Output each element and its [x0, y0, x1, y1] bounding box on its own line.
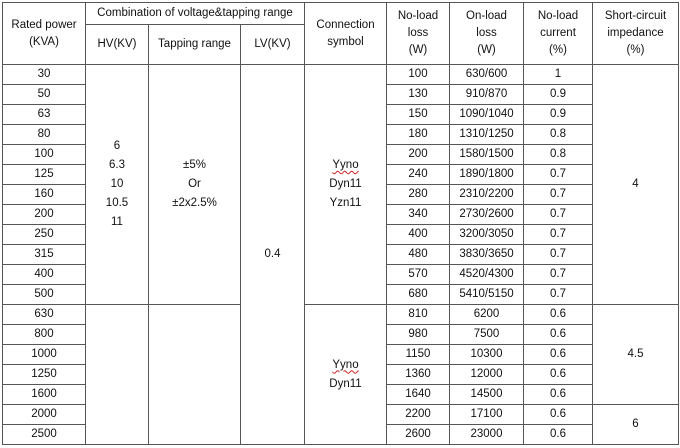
cell-noload-loss: 1640: [387, 385, 450, 405]
cell-noload-current: 0.6: [524, 365, 593, 385]
cell-rated-power: 1600: [3, 385, 86, 405]
transformer-spec-table: [2, 2, 679, 445]
cell-noload-loss: 180: [387, 125, 450, 145]
cell-hv-empty: [86, 305, 149, 445]
cell-onload-loss: 17100: [450, 405, 524, 425]
cell-rated-power: 2500: [3, 425, 86, 445]
header-hv: HV(KV): [86, 25, 149, 65]
cell-noload-loss: 1150: [387, 345, 450, 365]
table-row: [3, 305, 679, 325]
cell-rated-power: 50: [3, 85, 86, 105]
cell-noload-loss: 480: [387, 245, 450, 265]
cell-onload-loss: 7500: [450, 325, 524, 345]
cell-noload-current: 0.6: [524, 385, 593, 405]
cell-rated-power: 30: [3, 65, 86, 85]
cell-rated-power: 200: [3, 205, 86, 225]
cell-onload-loss: 5410/5150: [450, 285, 524, 305]
cell-noload-current: 0.7: [524, 165, 593, 185]
cell-onload-loss: 2310/2200: [450, 185, 524, 205]
cell-onload-loss: 3200/3050: [450, 225, 524, 245]
cell-tapping-range-values: ±5% Or ±2x2.5%: [149, 65, 241, 305]
cell-noload-loss: 400: [387, 225, 450, 245]
cell-noload-current: 0.6: [524, 325, 593, 345]
cell-noload-current: 0.9: [524, 105, 593, 125]
cell-onload-loss: 4520/4300: [450, 265, 524, 285]
header-tapping-range: Tapping range: [149, 25, 241, 65]
cell-noload-current: 0.7: [524, 225, 593, 245]
header-onload-loss: On-load loss (W): [450, 3, 524, 65]
cell-noload-current: 0.7: [524, 185, 593, 205]
cell-rated-power: 315: [3, 245, 86, 265]
cell-noload-current: 0.6: [524, 425, 593, 445]
cell-noload-current: 0.6: [524, 345, 593, 365]
cell-noload-loss: 980: [387, 325, 450, 345]
cell-rated-power: 1250: [3, 365, 86, 385]
cell-noload-current: 0.6: [524, 405, 593, 425]
cell-onload-loss: 630/600: [450, 65, 524, 85]
cell-noload-current: 0.7: [524, 205, 593, 225]
cell-rated-power: 400: [3, 265, 86, 285]
cell-noload-loss: 680: [387, 285, 450, 305]
cell-noload-loss: 200: [387, 145, 450, 165]
cell-noload-current: 0.7: [524, 285, 593, 305]
cell-noload-loss: 340: [387, 205, 450, 225]
cell-onload-loss: 1890/1800: [450, 165, 524, 185]
cell-noload-current: 0.7: [524, 265, 593, 285]
cell-noload-loss: 810: [387, 305, 450, 325]
cell-lv-value: 0.4: [241, 65, 305, 445]
cell-onload-loss: 1580/1500: [450, 145, 524, 165]
cell-noload-current: 0.9: [524, 85, 593, 105]
cell-onload-loss: 2730/2600: [450, 205, 524, 225]
cell-noload-current: 0.6: [524, 305, 593, 325]
cell-noload-loss: 130: [387, 85, 450, 105]
cell-rated-power: 500: [3, 285, 86, 305]
header-lv: LV(KV): [241, 25, 305, 65]
cell-rated-power: 160: [3, 185, 86, 205]
cell-tapping-range-empty: [149, 305, 241, 445]
header-short-circuit-impedance: Short-circuit impedance (%): [593, 3, 679, 65]
cell-rated-power: 80: [3, 125, 86, 145]
table-row: [3, 65, 679, 85]
cell-rated-power: 125: [3, 165, 86, 185]
cell-rated-power: 63: [3, 105, 86, 125]
cell-onload-loss: 1090/1040: [450, 105, 524, 125]
cell-connection-symbol-group-b: Yyno Dyn11: [305, 305, 387, 445]
cell-noload-loss: 100: [387, 65, 450, 85]
cell-onload-loss: 14500: [450, 385, 524, 405]
cell-onload-loss: 10300: [450, 345, 524, 365]
cell-onload-loss: 23000: [450, 425, 524, 445]
cell-noload-loss: 280: [387, 185, 450, 205]
cell-noload-loss: 2600: [387, 425, 450, 445]
cell-noload-loss: 570: [387, 265, 450, 285]
cell-rated-power: 1000: [3, 345, 86, 365]
cell-rated-power: 800: [3, 325, 86, 345]
cell-onload-loss: 1310/1250: [450, 125, 524, 145]
cell-noload-loss: 2200: [387, 405, 450, 425]
cell-rated-power: 100: [3, 145, 86, 165]
cell-rated-power: 630: [3, 305, 86, 325]
cell-connection-symbol-group-a: Yyno Dyn11 Yzn11: [305, 65, 387, 305]
cell-hv-values: 6 6.3 10 10.5 11: [86, 65, 149, 305]
cell-noload-current: 0.8: [524, 125, 593, 145]
header-combination: Combination of voltage&tapping range: [86, 3, 305, 25]
cell-noload-current: 0.8: [524, 145, 593, 165]
header-noload-loss: No-load loss (W): [387, 3, 450, 65]
cell-noload-loss: 150: [387, 105, 450, 125]
cell-rated-power: 2000: [3, 405, 86, 425]
header-connection-symbol: Connection symbol: [305, 3, 387, 65]
cell-noload-loss: 1360: [387, 365, 450, 385]
cell-noload-current: 1: [524, 65, 593, 85]
header-rated-power: Rated power (KVA): [3, 3, 86, 65]
cell-onload-loss: 12000: [450, 365, 524, 385]
header-noload-current: No-load current (%): [524, 3, 593, 65]
cell-noload-loss: 240: [387, 165, 450, 185]
cell-impedance-group-b: 4.5: [593, 305, 679, 405]
cell-onload-loss: 6200: [450, 305, 524, 325]
cell-rated-power: 250: [3, 225, 86, 245]
cell-impedance-group-c: 6: [593, 405, 679, 445]
cell-impedance-group-a: 4: [593, 65, 679, 305]
cell-onload-loss: 3830/3650: [450, 245, 524, 265]
cell-noload-current: 0.7: [524, 245, 593, 265]
cell-onload-loss: 910/870: [450, 85, 524, 105]
